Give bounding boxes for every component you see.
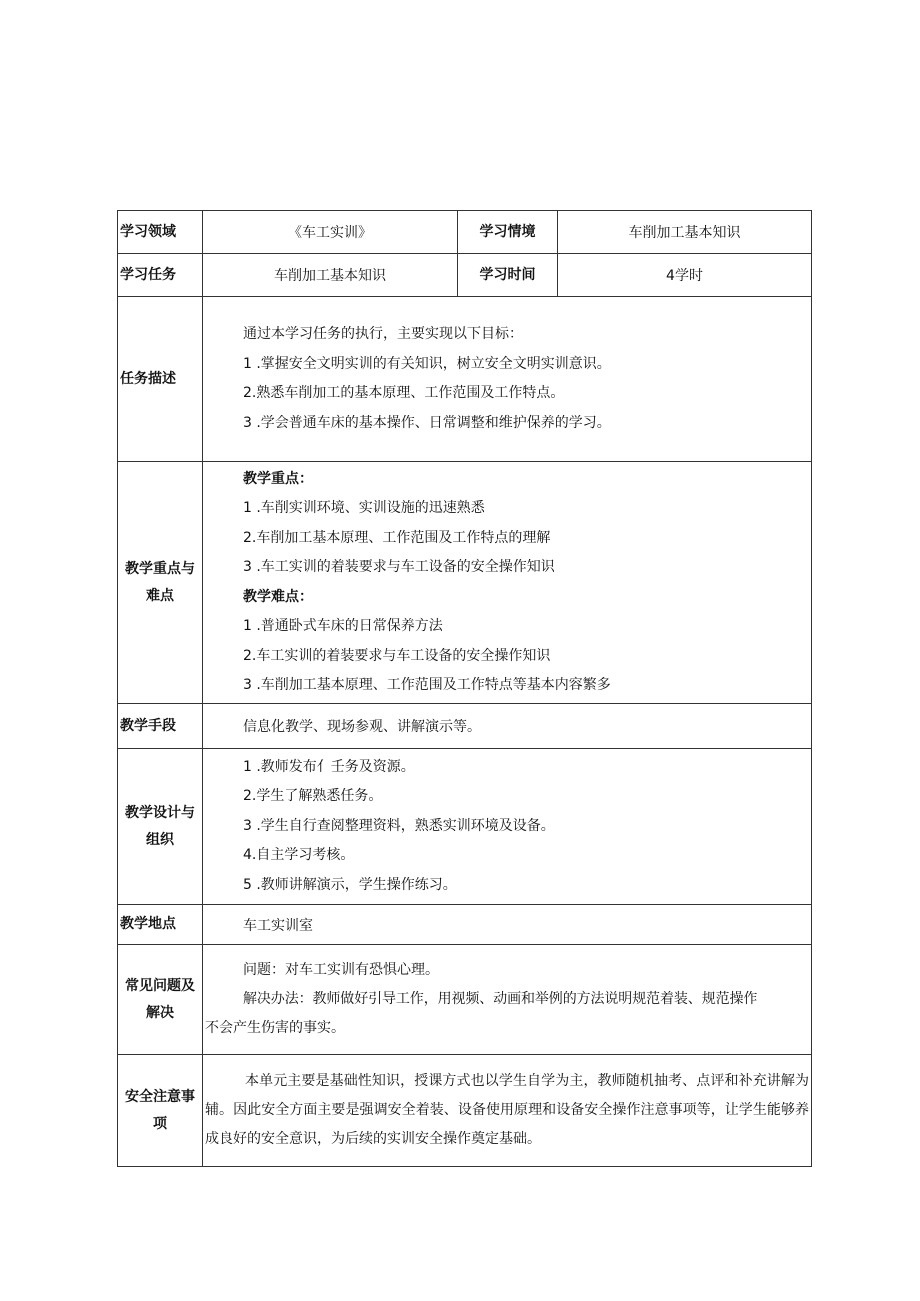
task-description-label: 任务描述 xyxy=(118,297,203,462)
location-label: 教学地点 xyxy=(118,905,203,945)
header-row-1 xyxy=(118,211,812,254)
task-label: 学习任务 xyxy=(118,254,203,297)
problems-label xyxy=(118,945,203,1055)
difficulty-title: 教学难点： xyxy=(243,588,313,605)
focus-item: 3 .车工实训的着装要求与车工设备的安全操作知识 xyxy=(243,559,555,575)
location-row xyxy=(118,905,812,945)
safety-label-line: 安全注意事 xyxy=(125,1088,195,1105)
design-item: 5 .教师讲解演示，学生操作练习。 xyxy=(243,876,457,893)
safety-label xyxy=(118,1055,203,1167)
design-item: 3 .学生自行查阅整理资料，熟悉实训环境及设备。 xyxy=(243,817,555,834)
solution-text-line1: 解决办法：教师做好引导工作，用视频、动画和举例的方法说明规范着装、规范操作 xyxy=(243,991,758,1007)
lesson-plan-table xyxy=(117,210,812,1167)
difficulty-item: 2.车工实训的着装要求与车工设备的安全操作知识 xyxy=(243,647,551,664)
key-points-label-line: 教学重点与 xyxy=(125,560,195,577)
problems-row xyxy=(118,945,812,1055)
methods-value: 信息化教学、现场参观、讲解演示等。 xyxy=(203,704,812,749)
design-content xyxy=(203,749,812,905)
difficulty-item: 3 .车削加工基本原理、工作范围及工作特点等基本内容繁多 xyxy=(243,677,611,693)
methods-row xyxy=(118,704,812,749)
methods-label: 教学手段 xyxy=(118,704,203,749)
task-description-line: 2.熟悉车削加工的基本原理、工作范围及工作特点。 xyxy=(243,385,565,401)
problem-text: 问题：对车工实训有恐惧心理。 xyxy=(243,962,439,978)
task-description-line: 通过本学习任务的执行，主要实现以下目标： xyxy=(243,326,523,342)
key-points-label-line: 难点 xyxy=(146,587,174,604)
focus-item: 1 .车削实训环境、实训设施的迅速熟悉 xyxy=(243,500,485,516)
design-item: 1 .教师发布亻壬务及资源。 xyxy=(243,758,415,775)
time-label: 学习时间 xyxy=(458,254,558,297)
field-label: 学习领域 xyxy=(118,211,203,254)
problems-content xyxy=(203,945,812,1055)
task-value: 车削加工基本知识 xyxy=(203,254,458,297)
context-label: 学习情境 xyxy=(458,211,558,254)
solution-text-line2: 不会产生伤害的事实。 xyxy=(205,1020,345,1036)
difficulty-item: 1 .普通卧式车床的日常保养方法 xyxy=(243,618,443,634)
safety-text: 本单元主要是基础性知识，授课方式也以学生自学为主，教师随机抽考、点评和补充讲解为辅。因此安全方面主要是强调安全着装、设备使用原理和设备安全操作注意事项等，让学生能够养成良好的安全意识，为后续的实训安全操作奠定基础。 xyxy=(203,1055,812,1167)
context-value: 车削加工基本知识 xyxy=(558,211,812,254)
design-label-line: 组织 xyxy=(146,831,174,848)
task-description-line: 1 .掌握安全文明实训的有关知识，树立安全文明实训意识。 xyxy=(243,355,611,372)
focus-title: 教学重点： xyxy=(243,470,313,487)
design-row xyxy=(118,749,812,905)
safety-row xyxy=(118,1055,812,1167)
key-points-content xyxy=(203,462,812,704)
time-value: 4学时 xyxy=(558,254,812,297)
location-value: 车工实训室 xyxy=(203,905,812,945)
field-value: 《车工实训》 xyxy=(203,211,458,254)
task-description-row xyxy=(118,297,812,462)
task-description-content xyxy=(203,297,812,462)
problems-label-line: 常见问题及 xyxy=(125,977,195,994)
task-description-line: 3 .学会普通车床的基本操作、日常调整和维护保养的学习。 xyxy=(243,414,611,431)
design-label xyxy=(118,749,203,905)
design-label-line: 教学设计与 xyxy=(125,804,195,821)
design-item: 2.学生了解熟悉任务。 xyxy=(243,788,383,805)
design-item: 4.自主学习考核。 xyxy=(243,847,355,864)
key-points-row xyxy=(118,462,812,704)
header-row-2 xyxy=(118,254,812,297)
key-points-label xyxy=(118,462,203,704)
focus-item: 2.车削加工基本原理、工作范围及工作特点的理解 xyxy=(243,529,551,546)
problems-label-line: 解决 xyxy=(146,1004,174,1021)
safety-label-line: 项 xyxy=(153,1115,167,1132)
